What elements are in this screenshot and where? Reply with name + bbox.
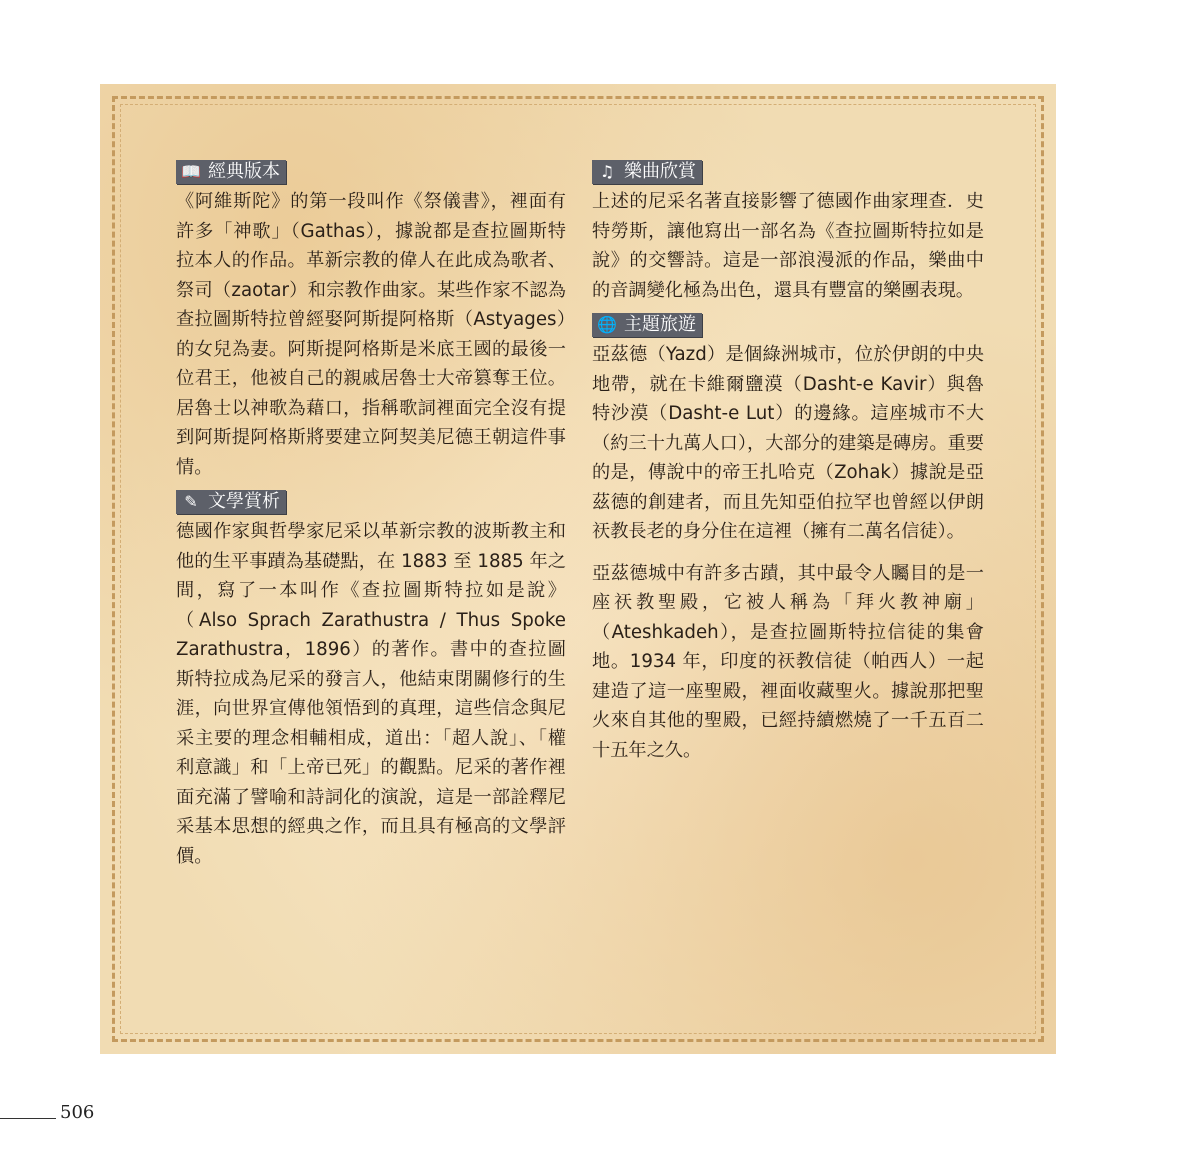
paragraph: 亞茲德（Yazd）是個綠洲城市，位於伊朗的中央地帶，就在卡維爾鹽漠（Dasht-e Kavir）與魯特沙漠（Dasht-e Lut）的邊緣。這座城市不大（約三十九萬人口），大部分的建築是磚房。重要的是，傳說中的帝王扎哈克（Zohak）據說是亞茲德的創建者，而且先知亞伯拉罕也曾經以伊朗祆教長老的身分住在這裡（擁有二萬名信徒）。 [592,344,984,542]
heading-label: 主題旅遊 [624,314,696,335]
page-number-rule [0,1118,56,1119]
page-number: 506 [60,1102,95,1123]
music-note-icon: ♫ [599,162,615,181]
section-heading-music-appreciation [592,160,702,184]
heading-label: 經典版本 [208,161,280,182]
paragraph: 上述的尼采名著直接影響了德國作曲家理查．史特勞斯，讓他寫出一部名為《查拉圖斯特拉如是說》的交響詩。這是一部浪漫派的作品，樂曲中的音調變化極為出色，還具有豐富的樂團表現。 [592,191,984,301]
book-icon: 📖 [181,162,201,181]
section-heading-theme-travel [592,313,702,337]
paragraph: 《阿維斯陀》的第一段叫作《祭儀書》，裡面有許多「神歌」（Gathas），據說都是查拉圖斯特拉本人的作品。革新宗教的偉人在此成為歌者、祭司（zaotar）和宗教作曲家。某些作家不認為查拉圖斯特拉曾經娶阿斯提阿格斯（Astyages）的女兒為妻。阿斯提阿格斯是米底王國的最後一位君王，他被自己的親戚居魯士大帝篡奪王位。居魯士以神歌為藉口，指稱歌詞裡面完全沒有提到阿斯提阿格斯將要建立阿契美尼德王朝這件事情。 [176,191,566,478]
pen-icon: ✎ [184,492,198,511]
paragraph: 德國作家與哲學家尼采以革新宗教的波斯教主和他的生平事蹟為基礎點，在 1883 至 1885 年之間，寫了一本叫作《查拉圖斯特拉如是說》（Also Sprach Zarathustra / Thus Spoke Zarathustra，1896）的著作。書中的查拉圖斯特拉成為尼采的發言人，他結束閉關修行的生涯，向世界宣傳他領悟到的真理，這些信念與尼采主要的理念相輔相成，道出：「超人說」、「權利意識」和「上帝已死」的觀點。尼采的著作裡面充滿了譬喻和詩詞化的演說，這是一部詮釋尼采基本思想的經典之作，而且具有極高的文學評價。 [176,521,566,867]
parchment-panel [100,84,1056,1054]
heading-label: 文學賞析 [208,491,280,512]
paragraph: 亞茲德城中有許多古蹟，其中最令人矚目的是一座祆教聖殿，它被人稱為「拜火教神廟」（Ateshkadeh），是查拉圖斯特拉信徒的集會地。1934 年，印度的祆教信徒（帕西人）一起建造了這一座聖殿，裡面收藏聖火。據說那把聖火來自其他的聖殿，已經持續燃燒了一千五百二十五年之久。 [592,562,984,761]
right-column [592,156,984,765]
heading-label: 樂曲欣賞 [624,161,696,182]
left-column [176,156,566,871]
globe-icon: 🌐 [597,315,617,334]
section-heading-classic-edition [176,160,286,184]
section-heading-literary-appreciation [176,490,286,514]
